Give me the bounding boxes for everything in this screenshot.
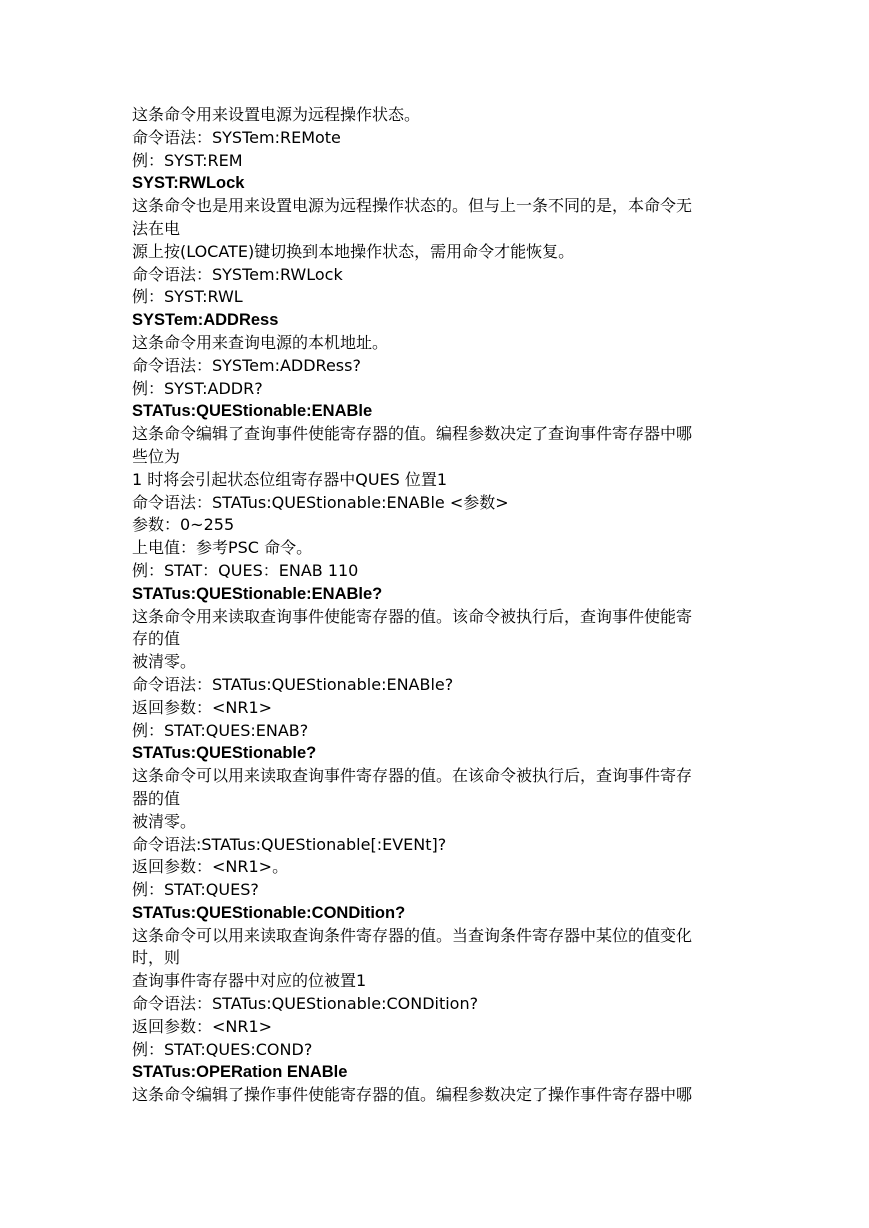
- syntax-line: 命令语法：STATus:QUEStionable:CONDition?: [132, 994, 479, 1014]
- example-line: 例：STAT:QUES:COND?: [132, 1039, 313, 1059]
- body-text-line: 些位为: [132, 446, 181, 466]
- body-text-line: 这条命令编辑了查询事件使能寄存器的值。编程参数决定了查询事件寄存器中哪: [132, 424, 693, 444]
- document-page: [132, 104, 742, 1107]
- command-heading: STATus:QUEStionable:CONDition?: [132, 903, 406, 922]
- body-text-line: 这条命令用来设置电源为远程操作状态。: [132, 105, 421, 124]
- body-text-line: 1 时将会引起状态位组寄存器中QUES 位置1: [132, 469, 448, 489]
- body-text-line: 被清零。: [132, 652, 197, 672]
- body-text-line: 时，则: [132, 948, 181, 968]
- body-text-line: 这条命令编辑了操作事件使能寄存器的值。编程参数决定了操作事件寄存器中哪: [132, 1085, 693, 1105]
- example-line: 例：SYST:REM: [132, 150, 243, 170]
- syntax-line: 命令语法：SYSTem:ADDRess?: [132, 355, 361, 375]
- syntax-line: 命令语法：STATus:QUEStionable:ENABle <参数>: [132, 492, 509, 512]
- syntax-line: 命令语法：SYSTem:RWLock: [132, 264, 343, 284]
- example-line: 例：SYST:RWL: [132, 287, 243, 307]
- command-heading: STATus:OPERation ENABle: [132, 1063, 348, 1082]
- body-text-line: 查询事件寄存器中对应的位被置1: [132, 971, 367, 991]
- body-text-line: 器的值: [132, 788, 181, 808]
- body-text-line: 法在电: [132, 218, 181, 238]
- syntax-line: 命令语法：STATus:QUEStionable:ENABle?: [132, 674, 454, 694]
- body-text-line: 这条命令也是用来设置电源为远程操作状态的。但与上一条不同的是，本命令无: [132, 196, 693, 216]
- example-line: 例：STAT:QUES?: [132, 880, 259, 900]
- example-line: 例：STAT:QUES:ENAB?: [132, 720, 309, 740]
- return-parameter-line: 返回参数：<NR1>。: [132, 857, 289, 877]
- body-text-line: 源上按(LOCATE)键切换到本地操作状态，需用命令才能恢复。: [132, 241, 575, 261]
- return-parameter-line: 返回参数：<NR1>: [132, 697, 273, 717]
- power-on-value-line: 上电值：参考PSC 命令。: [132, 538, 313, 558]
- example-line: 例：STAT：QUES：ENAB 110: [132, 560, 359, 580]
- syntax-line: 命令语法：SYSTem:REMote: [132, 127, 341, 147]
- body-text-line: 这条命令用来读取查询事件使能寄存器的值。该命令被执行后，查询事件使能寄: [132, 606, 693, 626]
- syntax-line: 命令语法:STATus:QUEStionable[:EVENt]?: [132, 834, 447, 854]
- body-text-line: 这条命令可以用来读取查询事件寄存器的值。在该命令被执行后，查询事件寄存: [132, 766, 693, 786]
- body-text-line: 这条命令用来查询电源的本机地址。: [132, 332, 389, 352]
- example-line: 例：SYST:ADDR?: [132, 378, 263, 398]
- body-text-line: 被清零。: [132, 811, 197, 831]
- command-heading: STATus:QUEStionable:ENABle?: [132, 584, 383, 603]
- command-heading: SYSTem:ADDRess: [132, 311, 279, 330]
- command-heading: STATus:QUEStionable:ENABle: [132, 402, 373, 421]
- command-heading: SYST:RWLock: [132, 174, 245, 193]
- return-parameter-line: 返回参数：<NR1>: [132, 1016, 273, 1036]
- command-heading: STATus:QUEStionable?: [132, 744, 317, 763]
- body-text-line: 存的值: [132, 629, 181, 649]
- body-text-line: 这条命令可以用来读取查询条件寄存器的值。当查询条件寄存器中某位的值变化: [132, 925, 693, 945]
- parameter-line: 参数：0~255: [132, 515, 235, 535]
